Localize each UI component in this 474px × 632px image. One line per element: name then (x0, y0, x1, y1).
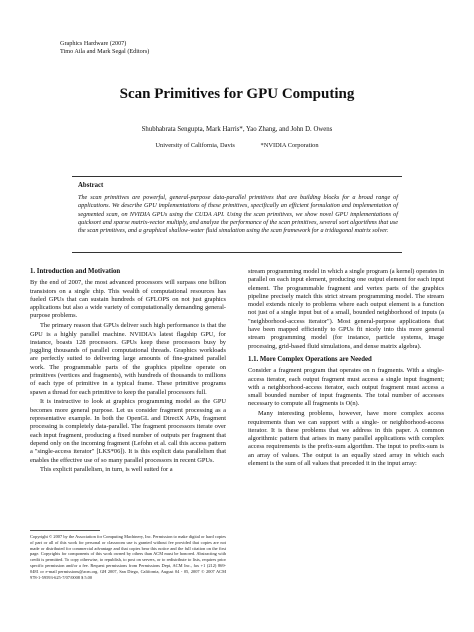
footnote-rule (30, 530, 100, 531)
affiliations (0, 142, 474, 149)
venue-line-2: Timo Aila and Mark Segal (Editors) (60, 48, 150, 55)
abstract-top-rule (72, 176, 402, 177)
section-heading-intro: 1. Introduction and Motivation (30, 268, 121, 275)
subsection-heading: 1.1. More Complex Operations are Needed (248, 355, 372, 363)
left-column (30, 268, 226, 476)
abstract-heading: Abstract (78, 182, 104, 189)
right-paragraph-1: stream programming model in which a single program (a kernel) operates in parallel on each input element, producing one output element for each input element. The programmable fragment and vertex parts of the graphics pipeline precisely match this strict stream programming model. The stream model extends nicely to problems where each output element is a function not just of a single input but of a small, bounded neighborhood of inputs (a "neighborhood-access iterator"). Most general-purpose applications that have been mapped efficiently to GPUs fit nicely into this more general stream programming model (for instance, particle systems, image processing, grid-based fluid simulations, and dense matrix algebra). (248, 268, 444, 350)
left-paragraph-2: The primary reason that GPUs deliver such high performance is that the GPU is a highly parallel machine. NVIDIA's latest flagship GPU, for instance, boasts 128 processors. GPUs keep these processors busy by juggling thousands of parallel computational threads. Graphics workloads are perfectly suited to delivering large amounts of fine-grained parallel work. The programmable parts of the graphics pipeline operate on primitives (vertices and fragments), with hundreds of thousands to millions of each type of primitive in a typical frame. These primitive programs spawn a thread for each primitive to keep the parallel processors full. (30, 322, 226, 396)
left-paragraph-3: It is instructive to look at graphics programming model as the GPU becomes more general purpose. Let us consider fragment processing as a representative example. In both the OpenGL and DirectX APIs, fragment processing is completely data-parallel. The fragment processors iterate over each input fragment, producing a fixed number of outputs per fragment that depend only on the incoming fragment (Lefohn et al. call this access pattern a "single-access iterator" [LKS*06]). It is this explicit data parallelism that enables the effective use of so many parallel processors in recent GPUs. (30, 398, 226, 464)
left-paragraph-4: This explicit parallelism, in turn, is well suited for a (40, 466, 173, 474)
abstract-bottom-rule (72, 252, 402, 253)
affiliation-ucdavis: University of California, Davis (155, 142, 235, 149)
paper-title: Scan Primitives for GPU Computing (119, 86, 355, 102)
right-paragraph-3: Many interesting problems, however, have more complex access requirements than we can support with a single- or neighborhood-access iterator. It is these problems that we address in this paper. A common algorithmic pattern that arises in many parallel applications with complex access requirements is the prefix-sum algorithm. The input to prefix-sum is an array of values. The output is an equally sized array in which each element is the sum of all values that preceded it in the input array: (248, 410, 444, 468)
copyright-footnote: Copyright © 2007 by the Association for Computing Machinery, Inc. Permission to make digital or hard copies of part or all of this work for personal or classroom use is granted without fee provided that copies are not made or distributed for commercial advantage and that copies bear this notice and the full citation on the first page. Copyrights for components of this work owned by others than ACM must be honored. Abstracting with credit is permitted. To copy otherwise, to republish, to post on servers, or to redistribute to lists, requires prior specific permission and/or a fee. Request permissions from Permissions Dept, ACM Inc., fax +1 (212) 869-0481 or e-mail permissions@acm.org. GH 2007, San Diego, California, August 04 - 05, 2007 © 2007 ACM 978-1-59593-625-7/07/0008 $ 5.00 (30, 534, 226, 580)
abstract-text: The scan primitives are powerful, general-purpose data-parallel primitives that are building blocks for a broad range of applications. We describe GPU implementations of these primitives, specifically an efficient formulation and implementation of segmented scan, on NVIDIA GPUs using the CUDA API. Using the scan primitives, we show novel GPU implementations of quicksort and sparse matrix-vector multiply, and analyze the performance of the scan primitives, several sort algorithms that use the scan primitives, and a graphical shallow-water fluid simulation using the scan framework for a tridiagonal matrix solver. (78, 194, 398, 235)
venue-line-1: Graphics Hardware (2007) (60, 40, 127, 47)
affiliation-nvidia: *NVIDIA Corporation (260, 142, 319, 149)
right-column (248, 268, 444, 470)
author-list: Shubhabrata Sengupta, Mark Harris*, Yao Zhang, and John D. Owens (141, 126, 333, 133)
right-paragraph-2: Consider a fragment program that operates on n fragments. With a single-access iterator, each output fragment must access a single input fragment; with a neighborhood-access iterator, each output fragment must access a small bounded number of input fragments. The total number of accesses necessary to compute all fragments is O(n). (248, 367, 444, 408)
venue-header (60, 40, 149, 56)
left-paragraph-1: By the end of 2007, the most advanced processors will surpass one billion transistors on a single chip. This wealth of computational resources has fueled GPUs that can sustain hundreds of GFLOPS on not just graphics applications but also a wide variety of computationally demanding general-purpose problems. (30, 279, 226, 320)
